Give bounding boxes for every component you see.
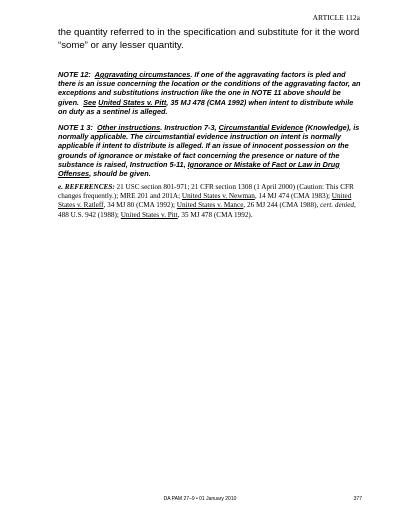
intro-line-1: the quantity referred to in the specification and substitute for it the word: [58, 27, 360, 38]
note-13-text-2: (Knowledge), is normally applicable. The circumstantial evidence instruction on intent is normally applicable if intent to distribute is alleged. If an issue of innocent possession on the grounds of ignorance or mistake of fact concerning the presence or nature of the substance is raised, Instruction 5-11,: [58, 123, 360, 169]
note-12-text-1: . If one of the aggravating factors is pled and there is an issue concerning the location or the conditions of the aggravating factor, an exceptions and substitutions instruction like the one in NOTE 11 above should be given.: [58, 70, 361, 107]
refs-text-6: , 35 MJ 478 (CMA 1992).: [177, 210, 253, 219]
note-13-link-2: Ignorance or Mistake of Fact or Law in Drug Offenses: [58, 159, 340, 179]
references-lead: e. REFERENCES:: [58, 183, 115, 191]
refs-case-1: United States v. Newman: [181, 192, 255, 201]
refs-text-1: 21 USC section 801-971; 21 CFR section 1308 (1 April 2000) (Caution: This CFR changes frequently.); MRE 201 and 201A;: [58, 183, 354, 201]
note-12-text-2: , 35 MJ 478 (CMA 1992) when intent to distribute while on duty as a sentinel is alleged.: [58, 97, 354, 116]
note-12-case: United States v. Pitt: [98, 97, 167, 107]
note-12-label: NOTE 12:: [58, 70, 91, 79]
refs-text-2: , 14 MJ 474 (CMA 1983);: [254, 192, 330, 201]
note-12-heading: Aggravating circumstances: [94, 70, 191, 79]
footer-publication: DA PAM 27–9 • 01 January 2010: [163, 496, 237, 502]
note-13-heading: Other instructions: [96, 123, 161, 132]
note-12: [58, 70, 363, 116]
refs-case-2: United States v. Ratleff: [58, 192, 352, 210]
note-13-link-1: Circumstantial Evidence: [218, 123, 304, 132]
note-13-text-1: . Instruction 7-3,: [160, 123, 217, 132]
note-12-see: See: [83, 97, 97, 107]
note-13-label: NOTE 1 3:: [58, 123, 93, 132]
intro-paragraph: [58, 27, 363, 52]
refs-text-4: , 26 MJ 244 (CMA 1988),: [243, 201, 319, 210]
refs-cert-denied: cert. denied: [320, 201, 355, 210]
running-header: ARTICLE 112a: [312, 13, 360, 22]
refs-text-5: , 488 U.S. 942 (1988);: [58, 201, 356, 219]
intro-line-2: “some” or any lesser quantity.: [58, 39, 184, 51]
note-13: [58, 123, 363, 178]
refs-case-4: United States v. Pitt: [120, 210, 178, 219]
refs-text-3: , 34 MJ 80 (CMA 1992);: [103, 201, 175, 210]
references-paragraph: [58, 183, 363, 220]
page-number: 377: [353, 496, 362, 502]
note-13-text-3: , should be given.: [89, 169, 151, 179]
refs-case-3: United States v. Mance: [176, 201, 244, 210]
